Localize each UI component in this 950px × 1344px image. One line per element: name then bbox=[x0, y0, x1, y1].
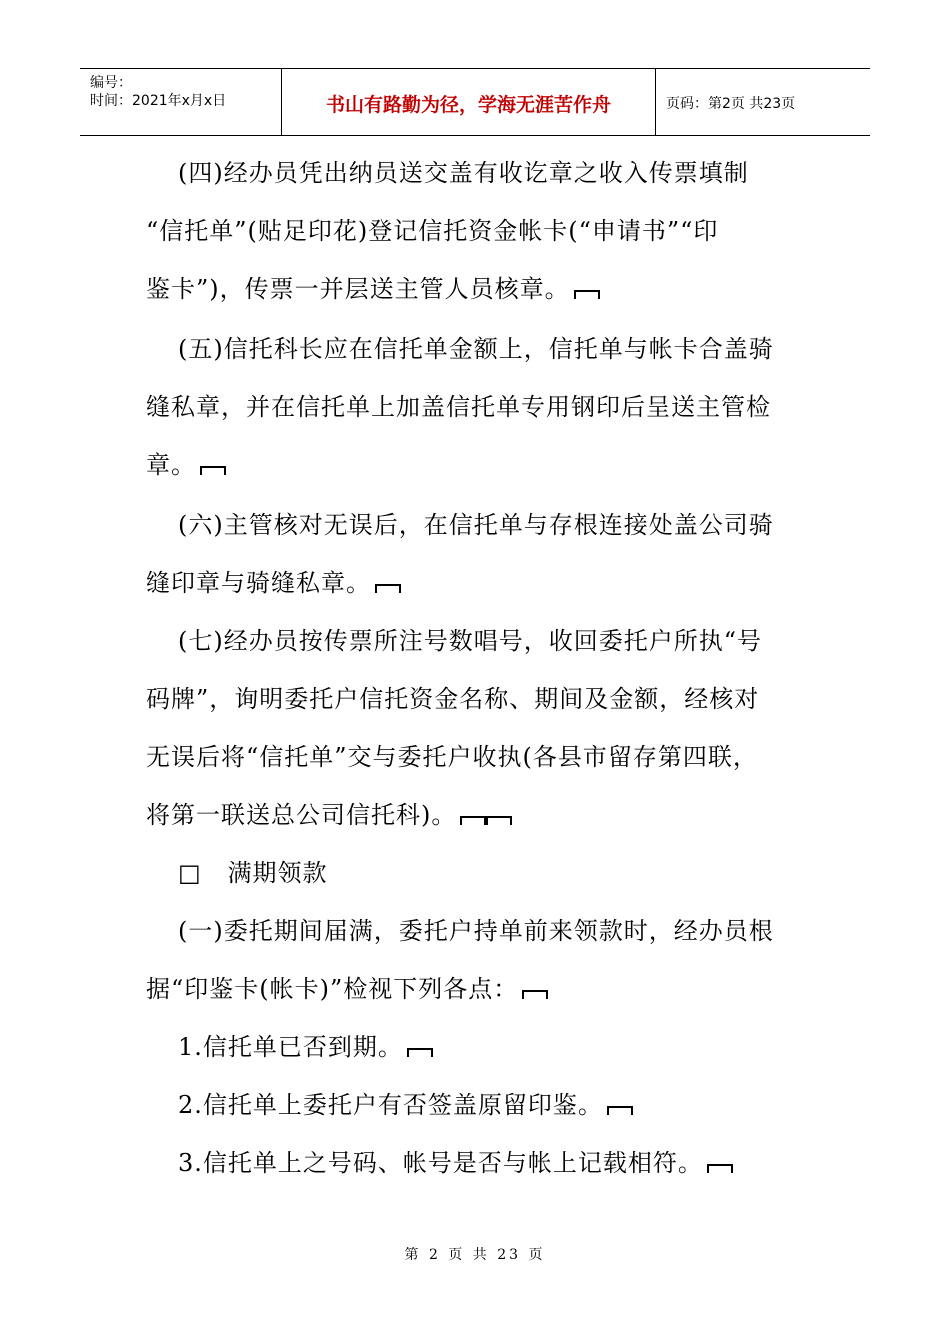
text-line: (五)信托科长应在信托单金额上，信托单与帐卡合盖骑 bbox=[178, 335, 774, 363]
text-line-content: 将第一联送总公司信托科)。 bbox=[146, 801, 457, 829]
text-line: (六)主管核对无误后，在信托单与存根连接处盖公司骑 bbox=[178, 511, 774, 539]
text-line: 缝私章，并在信托单上加盖信托单专用钢印后呈送主管检 bbox=[146, 393, 771, 421]
text-line bbox=[146, 436, 814, 494]
list-item bbox=[146, 1076, 814, 1134]
paragraph-step-q1 bbox=[146, 902, 814, 1018]
paragraph-step-6 bbox=[146, 496, 814, 612]
checklist bbox=[146, 1018, 814, 1192]
document-time: 时间：2021年x月x日 bbox=[90, 93, 227, 109]
header-motto: 书山有路勤为径，学海无涯苦作舟 bbox=[325, 94, 611, 116]
section-title: □ 满期领款 bbox=[178, 859, 328, 887]
list-item-text: 2.信托单上委托户有否签盖原留印鉴。 bbox=[178, 1091, 603, 1119]
document-number: 编号： bbox=[90, 75, 132, 91]
header-motto-cell bbox=[281, 69, 656, 135]
text-line: (四)经办员凭出纳员送交盖有收讫章之收入传票填制 bbox=[178, 159, 749, 187]
text-line-content: 据“印鉴卡(帐卡)”检视下列各点： bbox=[146, 975, 519, 1003]
paragraph-step-5 bbox=[146, 320, 814, 494]
text-line: “信托单”(贴足印花)登记信托资金帐卡(“申请书”“印 bbox=[146, 217, 719, 245]
header-info-cell bbox=[80, 69, 281, 135]
page-footer: 第 2 页 共 23 页 bbox=[404, 1247, 546, 1263]
text-line: 码牌”，询明委托户信托资金名称、期间及金额，经核对 bbox=[146, 685, 760, 713]
paragraph-step-4 bbox=[146, 144, 814, 318]
text-line bbox=[146, 554, 814, 612]
list-item bbox=[146, 1134, 814, 1192]
text-line-content: 章。 bbox=[146, 451, 196, 479]
header-page-info: 页码：第2页 共23页 bbox=[666, 96, 796, 112]
paragraph-mark-icon bbox=[200, 466, 226, 475]
list-item-text: 3.信托单上之号码、帐号是否与帐上记载相符。 bbox=[178, 1149, 703, 1177]
paragraph-mark-icon bbox=[707, 1164, 733, 1173]
text-line bbox=[146, 260, 814, 318]
text-line-content: 缝印章与骑缝私章。 bbox=[146, 569, 371, 597]
paragraph-mark-icon bbox=[375, 584, 401, 593]
section-heading bbox=[146, 844, 814, 902]
header-page-cell bbox=[656, 69, 870, 135]
list-item-text: 1.信托单已否到期。 bbox=[178, 1033, 403, 1061]
paragraph-mark-icon bbox=[574, 290, 600, 299]
text-line bbox=[146, 786, 814, 844]
paragraph-mark-icon bbox=[460, 816, 486, 825]
text-line: (一)委托期间届满，委托户持单前来领款时，经办员根 bbox=[178, 917, 774, 945]
paragraph-mark-icon bbox=[407, 1048, 433, 1057]
text-line: 无误后将“信托单”交与委托户收执(各县市留存第四联， bbox=[146, 743, 758, 771]
paragraph-mark-icon bbox=[522, 990, 548, 999]
paragraph-mark-icon bbox=[486, 816, 512, 825]
text-line-content: 鉴卡”)，传票一并层送主管人员核章。 bbox=[146, 275, 570, 303]
document-header bbox=[80, 68, 870, 136]
list-item bbox=[146, 1018, 814, 1076]
paragraph-mark-icon bbox=[607, 1106, 633, 1115]
text-line bbox=[146, 960, 814, 1018]
paragraph-step-7 bbox=[146, 612, 814, 844]
text-line: (七)经办员按传票所注号数唱号，收回委托户所执“号 bbox=[178, 627, 762, 655]
